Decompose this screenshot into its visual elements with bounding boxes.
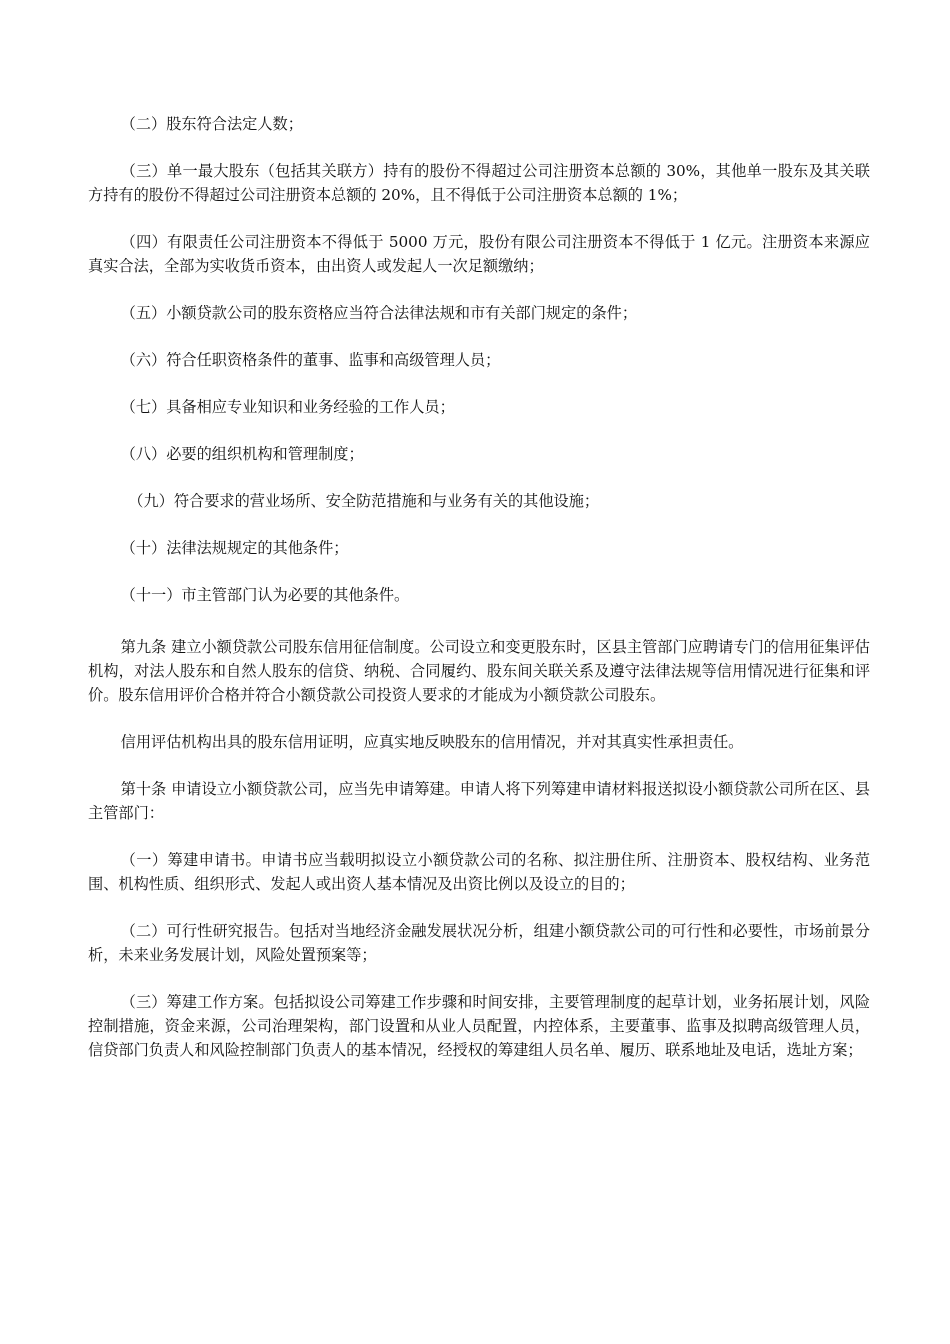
clause-10-other-legal-conditions: （十）法律法规规定的其他条件； bbox=[120, 539, 349, 557]
clause-3-shareholding-limit: （三）单一最大股东（包括其关联方）持有的股份不得超过公司注册资本总额的 30%，其他单一股东及其关联方持有的股份不得超过公司注册资本总额的 20%，且不得低于公司注册资本总额的 1%； bbox=[88, 162, 870, 204]
clause-4-registered-capital: （四）有限责任公司注册资本不得低于 5000 万元，股份有限公司注册资本不得低于 1 亿元。注册资本来源应真实合法，全部为实收货币资本，由出资人或发起人一次足额缴纳； bbox=[88, 233, 870, 275]
clause-8-organization: （八）必要的组织机构和管理制度； bbox=[120, 445, 364, 463]
article-9-credit-certificate: 信用评估机构出具的股东信用证明，应真实地反映股东的信用情况，并对其真实性承担责任。 bbox=[120, 733, 744, 751]
article-10-preparation-application: 第十条 申请设立小额贷款公司，应当先申请筹建。申请人将下列筹建申请材料报送拟设小额贷款公司所在区、县主管部门： bbox=[88, 780, 870, 822]
clause-7-staff: （七）具备相应专业知识和业务经验的工作人员； bbox=[120, 398, 455, 416]
clause-9-premises: （九）符合要求的营业场所、安全防范措施和与业务有关的其他设施； bbox=[128, 492, 600, 510]
clause-11-other-conditions: （十一）市主管部门认为必要的其他条件。 bbox=[120, 586, 410, 604]
article-10-item-1-application: （一）筹建申请书。申请书应当载明拟设立小额贷款公司的名称、拟注册住所、注册资本、股权结构、业务范围、机构性质、组织形式、发起人或出资人基本情况及出资比例以及设立的目的； bbox=[88, 851, 870, 893]
article-10-item-2-feasibility: （二）可行性研究报告。包括对当地经济金融发展状况分析，组建小额贷款公司的可行性和必要性，市场前景分析，未来业务发展计划，风险处置预案等； bbox=[88, 922, 870, 964]
clause-2-shareholder-count: （二）股东符合法定人数； bbox=[120, 115, 303, 133]
clause-6-directors-supervisors: （六）符合任职资格条件的董事、监事和高级管理人员； bbox=[120, 351, 501, 369]
article-10-item-3-work-plan: （三）筹建工作方案。包括拟设公司筹建工作步骤和时间安排，主要管理制度的起草计划，业务拓展计划，风险控制措施，资金来源，公司治理架构，部门设置和从业人员配置，内控体系，主要董事、监事及拟聘高级管理人员，信贷部门负责人和风险控制部门负责人的基本情况，经授权的筹建组人员名单、履历、联系地址及电话，选址方案； bbox=[88, 993, 870, 1059]
document-page bbox=[88, 112, 870, 1062]
article-9-credit-system: 第九条 建立小额贷款公司股东信用征信制度。公司设立和变更股东时，区县主管部门应聘请专门的信用征集评估机构，对法人股东和自然人股东的信贷、纳税、合同履约、股东间关联关系及遵守法律法规等信用情况进行征集和评价。股东信用评价合格并符合小额贷款公司投资人要求的才能成为小额贷款公司股东。 bbox=[88, 638, 870, 704]
clause-5-shareholder-qualification: （五）小额贷款公司的股东资格应当符合法律法规和市有关部门规定的条件； bbox=[120, 304, 638, 322]
